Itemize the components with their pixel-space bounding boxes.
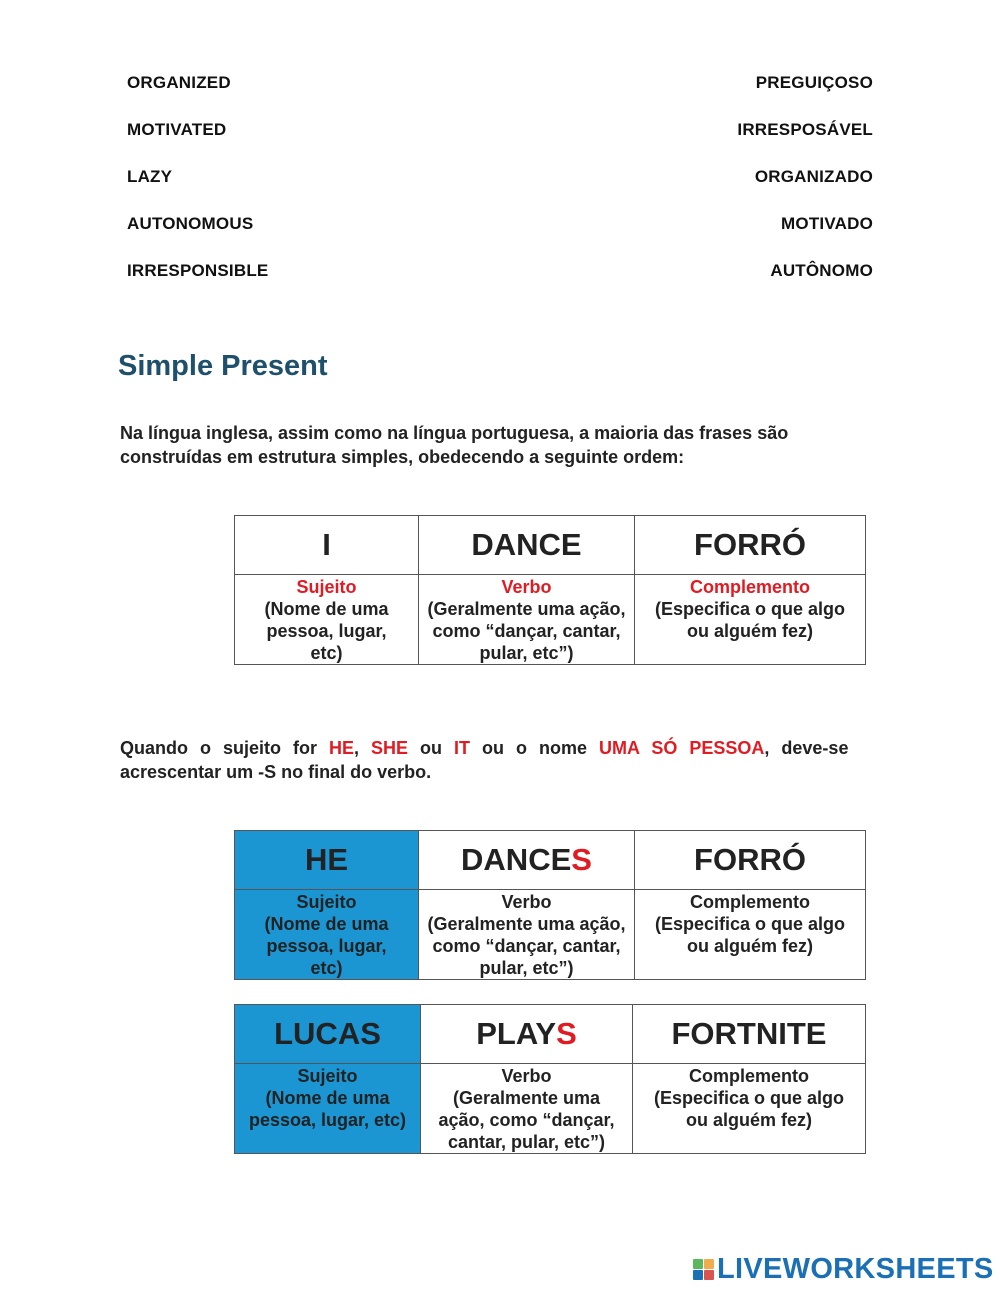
subject-desc: (Nome de uma pessoa, lugar, etc) — [248, 1088, 407, 1130]
verb-desc: (Geralmente uma ação, como “dançar, cantar, pular, etc”) — [427, 914, 626, 978]
verb-label: Verbo — [501, 892, 552, 912]
vocab-english-1: ORGANIZED — [127, 73, 231, 92]
complement-desc-cell — [635, 575, 866, 665]
rule-line-2: acrescentar um -S no final do verbo. — [120, 762, 432, 782]
verb-cell: DANCE — [419, 516, 635, 575]
rule-it: IT — [454, 738, 471, 758]
vocab-english-2: MOTIVATED — [127, 120, 227, 139]
complement-desc: (Especifica o que algo ou alguém fez) — [653, 1088, 845, 1130]
intro-line-1: Na língua inglesa, assim como na língua portuguesa, a maioria das frases são — [120, 423, 789, 443]
rule-text: Quando o sujeito for — [120, 738, 329, 758]
subject-desc: (Nome de uma pessoa, lugar, etc) — [264, 599, 389, 663]
subject-cell: HE — [235, 831, 419, 890]
verb-label: Verbo — [501, 577, 552, 597]
rule-text: ou — [408, 738, 455, 758]
vocab-english-4: AUTONOMOUS — [127, 214, 254, 233]
verb-base: DANCE — [461, 842, 572, 877]
structure-table-3 — [234, 1004, 866, 1154]
complement-cell: FORRÓ — [635, 831, 866, 890]
complement-desc-cell — [635, 890, 866, 980]
rule-line-1 — [120, 736, 866, 760]
vocab-english-3: LAZY — [127, 167, 173, 186]
logo-text: LIVEWORKSHEETS — [717, 1252, 994, 1285]
complement-desc: (Especifica o que algo ou alguém fez) — [654, 599, 846, 641]
subject-desc-cell — [235, 1064, 421, 1154]
vocab-english-5: IRRESPONSIBLE — [127, 261, 269, 280]
verb-suffix: S — [571, 842, 592, 877]
liveworksheets-logo — [693, 1252, 994, 1286]
structure-table-2 — [234, 830, 866, 980]
page-title: Simple Present — [118, 350, 328, 382]
verb-cell — [419, 831, 635, 890]
rule-text: , deve-se — [764, 738, 849, 758]
complement-cell: FORTNITE — [633, 1005, 866, 1064]
verb-desc-cell — [421, 1064, 633, 1154]
subject-label: Sujeito — [296, 892, 357, 912]
subject-desc-cell — [235, 890, 419, 980]
complement-desc: (Especifica o que algo ou alguém fez) — [654, 914, 846, 956]
complement-desc-cell — [633, 1064, 866, 1154]
verb-desc-cell — [419, 890, 635, 980]
structure-table-1 — [234, 515, 866, 665]
verb-base: PLAY — [476, 1016, 557, 1051]
rule-she: SHE — [371, 738, 409, 758]
subject-label: Sujeito — [296, 577, 357, 597]
verb-desc-cell — [419, 575, 635, 665]
rule-text: , — [354, 738, 372, 758]
verb-label: Verbo — [501, 1066, 552, 1086]
complement-cell: FORRÓ — [635, 516, 866, 575]
intro-line-2: construídas em estrutura simples, obedecendo a seguinte ordem: — [120, 447, 685, 467]
vocab-portuguese-2: IRRESPOSÁVEL — [737, 120, 873, 139]
verb-cell — [421, 1005, 633, 1064]
rule-text: ou o nome — [470, 738, 600, 758]
intro-paragraph — [120, 421, 866, 469]
subject-cell: I — [235, 516, 419, 575]
vocab-portuguese-1: PREGUIÇOSO — [755, 73, 873, 92]
subject-desc-cell — [235, 575, 419, 665]
logo-mark-icon — [693, 1259, 714, 1280]
complement-label: Complemento — [688, 1066, 809, 1086]
rule-paragraph — [120, 736, 866, 784]
complement-label: Complemento — [689, 577, 810, 597]
subject-cell: LUCAS — [235, 1005, 421, 1064]
vocab-portuguese-5: AUTÔNOMO — [770, 261, 873, 280]
verb-desc: (Geralmente uma ação, como “dançar, cantar, pular, etc”) — [438, 1088, 615, 1152]
vocab-portuguese-3: ORGANIZADO — [754, 167, 873, 186]
rule-he: HE — [329, 738, 355, 758]
subject-desc: (Nome de uma pessoa, lugar, etc) — [264, 914, 389, 978]
verb-desc: (Geralmente uma ação, como “dançar, cantar, pular, etc”) — [427, 599, 626, 663]
subject-label: Sujeito — [297, 1066, 358, 1086]
verb-suffix: S — [556, 1016, 577, 1051]
vocab-portuguese-4: MOTIVADO — [781, 214, 873, 233]
complement-label: Complemento — [689, 892, 810, 912]
rule-one-person: UMA SÓ PESSOA — [599, 738, 765, 758]
